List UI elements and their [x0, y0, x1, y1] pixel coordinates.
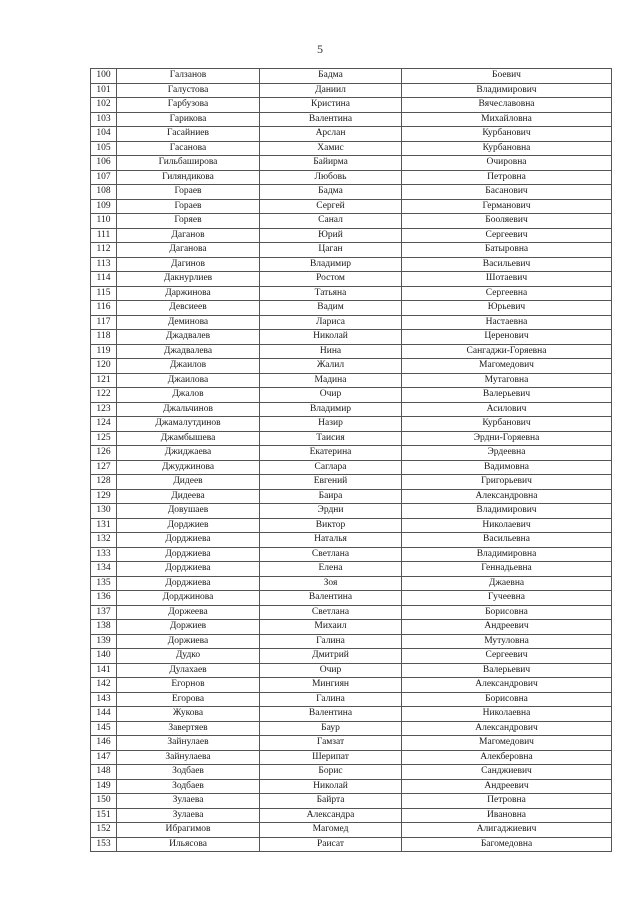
first-name-cell: Зоя — [260, 576, 402, 591]
table-row — [91, 460, 612, 475]
table-row — [91, 707, 612, 722]
last-name-cell: Джаилов — [117, 359, 260, 374]
first-name-cell: Бадма — [260, 69, 402, 84]
first-name-cell: Николай — [260, 779, 402, 794]
first-name-cell: Владимир — [260, 402, 402, 417]
last-name-cell: Доржиева — [117, 634, 260, 649]
table-row — [91, 634, 612, 649]
patronymic-cell: Григорьевич — [402, 475, 612, 490]
patronymic-cell: Батыровна — [402, 243, 612, 258]
patronymic-cell: Очировна — [402, 156, 612, 171]
last-name-cell: Даганова — [117, 243, 260, 258]
first-name-cell: Баира — [260, 489, 402, 504]
patronymic-cell: Басанович — [402, 185, 612, 200]
row-number-cell: 109 — [91, 199, 117, 214]
row-number-cell: 136 — [91, 591, 117, 606]
row-number-cell: 118 — [91, 330, 117, 345]
patronymic-cell: Николаевна — [402, 707, 612, 722]
patronymic-cell: Шотаевич — [402, 272, 612, 287]
row-number-cell: 144 — [91, 707, 117, 722]
patronymic-cell: Николаевич — [402, 518, 612, 533]
row-number-cell: 100 — [91, 69, 117, 84]
patronymic-cell: Мутаговна — [402, 373, 612, 388]
last-name-cell: Дидеева — [117, 489, 260, 504]
row-number-cell: 116 — [91, 301, 117, 316]
row-number-cell: 101 — [91, 83, 117, 98]
table-row — [91, 112, 612, 127]
last-name-cell: Зодбаев — [117, 779, 260, 794]
first-name-cell: Баур — [260, 721, 402, 736]
patronymic-cell: Алигаджиевич — [402, 823, 612, 838]
row-number-cell: 103 — [91, 112, 117, 127]
table-row — [91, 388, 612, 403]
row-number-cell: 126 — [91, 446, 117, 461]
patronymic-cell: Алекберовна — [402, 750, 612, 765]
last-name-cell: Дорджиева — [117, 547, 260, 562]
patronymic-cell: Магомедович — [402, 359, 612, 374]
row-number-cell: 132 — [91, 533, 117, 548]
first-name-cell: Арслан — [260, 127, 402, 142]
row-number-cell: 151 — [91, 808, 117, 823]
first-name-cell: Валентина — [260, 112, 402, 127]
table-row — [91, 489, 612, 504]
table-row — [91, 344, 612, 359]
row-number-cell: 124 — [91, 417, 117, 432]
last-name-cell: Гораев — [117, 199, 260, 214]
patronymic-cell: Мутуловна — [402, 634, 612, 649]
table-row — [91, 156, 612, 171]
row-number-cell: 146 — [91, 736, 117, 751]
patronymic-cell: Борисовна — [402, 692, 612, 707]
row-number-cell: 114 — [91, 272, 117, 287]
patronymic-cell: Курбанович — [402, 127, 612, 142]
last-name-cell: Дидеев — [117, 475, 260, 490]
page-number: 5 — [317, 42, 323, 56]
last-name-cell: Джаилова — [117, 373, 260, 388]
table-row — [91, 286, 612, 301]
patronymic-cell: Александровна — [402, 489, 612, 504]
row-number-cell: 117 — [91, 315, 117, 330]
table-row — [91, 620, 612, 635]
patronymic-cell: Багомедовна — [402, 837, 612, 852]
patronymic-cell: Геннадьевна — [402, 562, 612, 577]
row-number-cell: 106 — [91, 156, 117, 171]
row-number-cell: 112 — [91, 243, 117, 258]
patronymic-cell: Валерьевич — [402, 663, 612, 678]
first-name-cell: Сергей — [260, 199, 402, 214]
row-number-cell: 152 — [91, 823, 117, 838]
row-number-cell: 129 — [91, 489, 117, 504]
row-number-cell: 128 — [91, 475, 117, 490]
row-number-cell: 149 — [91, 779, 117, 794]
first-name-cell: Галина — [260, 634, 402, 649]
table-row — [91, 823, 612, 838]
first-name-cell: Михаил — [260, 620, 402, 635]
last-name-cell: Гарикова — [117, 112, 260, 127]
last-name-cell: Гораев — [117, 185, 260, 200]
table-row — [91, 417, 612, 432]
last-name-cell: Гасайниев — [117, 127, 260, 142]
row-number-cell: 130 — [91, 504, 117, 519]
last-name-cell: Доржиев — [117, 620, 260, 635]
first-name-cell: Хамис — [260, 141, 402, 156]
table-row — [91, 736, 612, 751]
last-name-cell: Даржинова — [117, 286, 260, 301]
table-row — [91, 272, 612, 287]
first-name-cell: Цаган — [260, 243, 402, 258]
first-name-cell: Очир — [260, 388, 402, 403]
table-row — [91, 127, 612, 142]
patronymic-cell: Вячеславовна — [402, 98, 612, 113]
row-number-cell: 125 — [91, 431, 117, 446]
patronymic-cell: Владимирович — [402, 83, 612, 98]
patronymic-cell: Курбанович — [402, 417, 612, 432]
table-row — [91, 562, 612, 577]
first-name-cell: Любовь — [260, 170, 402, 185]
first-name-cell: Кристина — [260, 98, 402, 113]
row-number-cell: 153 — [91, 837, 117, 852]
table-row — [91, 721, 612, 736]
first-name-cell: Светлана — [260, 547, 402, 562]
patronymic-cell: Юрьевич — [402, 301, 612, 316]
row-number-cell: 140 — [91, 649, 117, 664]
last-name-cell: Зодбаев — [117, 765, 260, 780]
row-number-cell: 110 — [91, 214, 117, 229]
last-name-cell: Дорджинова — [117, 591, 260, 606]
last-name-cell: Завертяев — [117, 721, 260, 736]
patronymic-cell: Боевич — [402, 69, 612, 84]
patronymic-cell: Андреевич — [402, 779, 612, 794]
last-name-cell: Гасанова — [117, 141, 260, 156]
first-name-cell: Санал — [260, 214, 402, 229]
first-name-cell: Галина — [260, 692, 402, 707]
patronymic-cell: Гучеевна — [402, 591, 612, 606]
first-name-cell: Саглара — [260, 460, 402, 475]
last-name-cell: Дорджиева — [117, 576, 260, 591]
table-row — [91, 475, 612, 490]
last-name-cell: Девсиеев — [117, 301, 260, 316]
table-row — [91, 185, 612, 200]
patronymic-cell: Магомедович — [402, 736, 612, 751]
last-name-cell: Зайнулаев — [117, 736, 260, 751]
first-name-cell: Светлана — [260, 605, 402, 620]
patronymic-cell: Борисовна — [402, 605, 612, 620]
last-name-cell: Ильясова — [117, 837, 260, 852]
table-row — [91, 257, 612, 272]
row-number-cell: 107 — [91, 170, 117, 185]
first-name-cell: Очир — [260, 663, 402, 678]
row-number-cell: 150 — [91, 794, 117, 809]
first-name-cell: Байирма — [260, 156, 402, 171]
first-name-cell: Юрий — [260, 228, 402, 243]
first-name-cell: Шерипат — [260, 750, 402, 765]
table-row — [91, 808, 612, 823]
last-name-cell: Джалов — [117, 388, 260, 403]
patronymic-cell: Сергеевич — [402, 649, 612, 664]
patronymic-cell: Курбановна — [402, 141, 612, 156]
last-name-cell: Зайнулаева — [117, 750, 260, 765]
last-name-cell: Дорджиева — [117, 533, 260, 548]
first-name-cell: Бадма — [260, 185, 402, 200]
table-row — [91, 765, 612, 780]
table-row — [91, 402, 612, 417]
row-number-cell: 105 — [91, 141, 117, 156]
last-name-cell: Джадвалева — [117, 344, 260, 359]
patronymic-cell: Михайловна — [402, 112, 612, 127]
first-name-cell: Магомед — [260, 823, 402, 838]
last-name-cell: Довушаев — [117, 504, 260, 519]
row-number-cell: 111 — [91, 228, 117, 243]
first-name-cell: Жалил — [260, 359, 402, 374]
last-name-cell: Жукова — [117, 707, 260, 722]
last-name-cell: Дорджиева — [117, 562, 260, 577]
patronymic-cell: Валерьевич — [402, 388, 612, 403]
table-row — [91, 359, 612, 374]
first-name-cell: Наталья — [260, 533, 402, 548]
last-name-cell: Дулахаев — [117, 663, 260, 678]
first-name-cell: Борис — [260, 765, 402, 780]
last-name-cell: Горяев — [117, 214, 260, 229]
first-name-cell: Валентина — [260, 707, 402, 722]
patronymic-cell: Асилович — [402, 402, 612, 417]
last-name-cell: Галустова — [117, 83, 260, 98]
table-row — [91, 591, 612, 606]
last-name-cell: Дагинов — [117, 257, 260, 272]
patronymic-cell: Настаевна — [402, 315, 612, 330]
table-row — [91, 83, 612, 98]
table-row — [91, 678, 612, 693]
first-name-cell: Байрта — [260, 794, 402, 809]
first-name-cell: Вадим — [260, 301, 402, 316]
table-row — [91, 199, 612, 214]
row-number-cell: 131 — [91, 518, 117, 533]
patronymic-cell: Германович — [402, 199, 612, 214]
first-name-cell: Эрдни — [260, 504, 402, 519]
row-number-cell: 147 — [91, 750, 117, 765]
row-number-cell: 108 — [91, 185, 117, 200]
last-name-cell: Дудко — [117, 649, 260, 664]
patronymic-cell: Васильевич — [402, 257, 612, 272]
first-name-cell: Валентина — [260, 591, 402, 606]
patronymic-cell: Сергеевич — [402, 228, 612, 243]
table-row — [91, 533, 612, 548]
table-row — [91, 547, 612, 562]
first-name-cell: Евгений — [260, 475, 402, 490]
patronymic-cell: Петровна — [402, 170, 612, 185]
table-row — [91, 431, 612, 446]
row-number-cell: 135 — [91, 576, 117, 591]
last-name-cell: Гильбаширова — [117, 156, 260, 171]
patronymic-cell: Владимирович — [402, 504, 612, 519]
patronymic-cell: Петровна — [402, 794, 612, 809]
first-name-cell: Назир — [260, 417, 402, 432]
first-name-cell: Лариса — [260, 315, 402, 330]
first-name-cell: Виктор — [260, 518, 402, 533]
row-number-cell: 134 — [91, 562, 117, 577]
table-row — [91, 837, 612, 852]
first-name-cell: Раисат — [260, 837, 402, 852]
first-name-cell: Николай — [260, 330, 402, 345]
last-name-cell: Галзанов — [117, 69, 260, 84]
last-name-cell: Джуджинова — [117, 460, 260, 475]
patronymic-cell: Александрович — [402, 721, 612, 736]
last-name-cell: Джамбышева — [117, 431, 260, 446]
row-number-cell: 142 — [91, 678, 117, 693]
row-number-cell: 141 — [91, 663, 117, 678]
first-name-cell: Дмитрий — [260, 649, 402, 664]
row-number-cell: 143 — [91, 692, 117, 707]
first-name-cell: Гамзат — [260, 736, 402, 751]
table-row — [91, 649, 612, 664]
patronymic-cell: Андреевич — [402, 620, 612, 635]
table-row — [91, 98, 612, 113]
patronymic-cell: Ивановна — [402, 808, 612, 823]
last-name-cell: Джамалутдинов — [117, 417, 260, 432]
table-row — [91, 69, 612, 84]
last-name-cell: Гарбузова — [117, 98, 260, 113]
table-row — [91, 504, 612, 519]
patronymic-cell: Александрович — [402, 678, 612, 693]
table-row — [91, 170, 612, 185]
first-name-cell: Татьяна — [260, 286, 402, 301]
table-row — [91, 228, 612, 243]
table-row — [91, 779, 612, 794]
row-number-cell: 121 — [91, 373, 117, 388]
roster-table — [90, 68, 612, 852]
last-name-cell: Зулаева — [117, 794, 260, 809]
last-name-cell: Ибрагимов — [117, 823, 260, 838]
patronymic-cell: Сергеевна — [402, 286, 612, 301]
table-row — [91, 794, 612, 809]
last-name-cell: Дорджиев — [117, 518, 260, 533]
table-row — [91, 692, 612, 707]
first-name-cell: Мингиян — [260, 678, 402, 693]
table-row — [91, 141, 612, 156]
patronymic-cell: Джаевна — [402, 576, 612, 591]
last-name-cell: Джиджаева — [117, 446, 260, 461]
patronymic-cell: Санджиевич — [402, 765, 612, 780]
first-name-cell: Даниил — [260, 83, 402, 98]
row-number-cell: 133 — [91, 547, 117, 562]
row-number-cell: 138 — [91, 620, 117, 635]
row-number-cell: 120 — [91, 359, 117, 374]
row-number-cell: 139 — [91, 634, 117, 649]
first-name-cell: Екатерина — [260, 446, 402, 461]
table-row — [91, 576, 612, 591]
first-name-cell: Ростом — [260, 272, 402, 287]
patronymic-cell: Бооляевич — [402, 214, 612, 229]
row-number-cell: 115 — [91, 286, 117, 301]
table-row — [91, 243, 612, 258]
row-number-cell: 104 — [91, 127, 117, 142]
row-number-cell: 148 — [91, 765, 117, 780]
last-name-cell: Деминова — [117, 315, 260, 330]
table-row — [91, 663, 612, 678]
table-row — [91, 446, 612, 461]
row-number-cell: 123 — [91, 402, 117, 417]
patronymic-cell: Эрдни-Горяевна — [402, 431, 612, 446]
row-number-cell: 102 — [91, 98, 117, 113]
first-name-cell: Александра — [260, 808, 402, 823]
last-name-cell: Доржеева — [117, 605, 260, 620]
first-name-cell: Елена — [260, 562, 402, 577]
table-row — [91, 301, 612, 316]
row-number-cell: 137 — [91, 605, 117, 620]
patronymic-cell: Вадимовна — [402, 460, 612, 475]
patronymic-cell: Васильевна — [402, 533, 612, 548]
table-row — [91, 315, 612, 330]
last-name-cell: Даганов — [117, 228, 260, 243]
table-row — [91, 750, 612, 765]
row-number-cell: 127 — [91, 460, 117, 475]
patronymic-cell: Церенович — [402, 330, 612, 345]
first-name-cell: Мадина — [260, 373, 402, 388]
last-name-cell: Зулаева — [117, 808, 260, 823]
last-name-cell: Джальчинов — [117, 402, 260, 417]
table-row — [91, 518, 612, 533]
last-name-cell: Егорова — [117, 692, 260, 707]
first-name-cell: Владимир — [260, 257, 402, 272]
last-name-cell: Егорнов — [117, 678, 260, 693]
patronymic-cell: Сангаджи-Горяевна — [402, 344, 612, 359]
table-row — [91, 214, 612, 229]
last-name-cell: Дакнурлиев — [117, 272, 260, 287]
table-row — [91, 330, 612, 345]
first-name-cell: Нина — [260, 344, 402, 359]
last-name-cell: Гиляндикова — [117, 170, 260, 185]
row-number-cell: 119 — [91, 344, 117, 359]
last-name-cell: Джадвалев — [117, 330, 260, 345]
patronymic-cell: Эрдеевна — [402, 446, 612, 461]
first-name-cell: Таисия — [260, 431, 402, 446]
row-number-cell: 145 — [91, 721, 117, 736]
row-number-cell: 122 — [91, 388, 117, 403]
table-row — [91, 605, 612, 620]
table-row — [91, 373, 612, 388]
patronymic-cell: Владимировна — [402, 547, 612, 562]
roster-body — [91, 69, 612, 852]
row-number-cell: 113 — [91, 257, 117, 272]
